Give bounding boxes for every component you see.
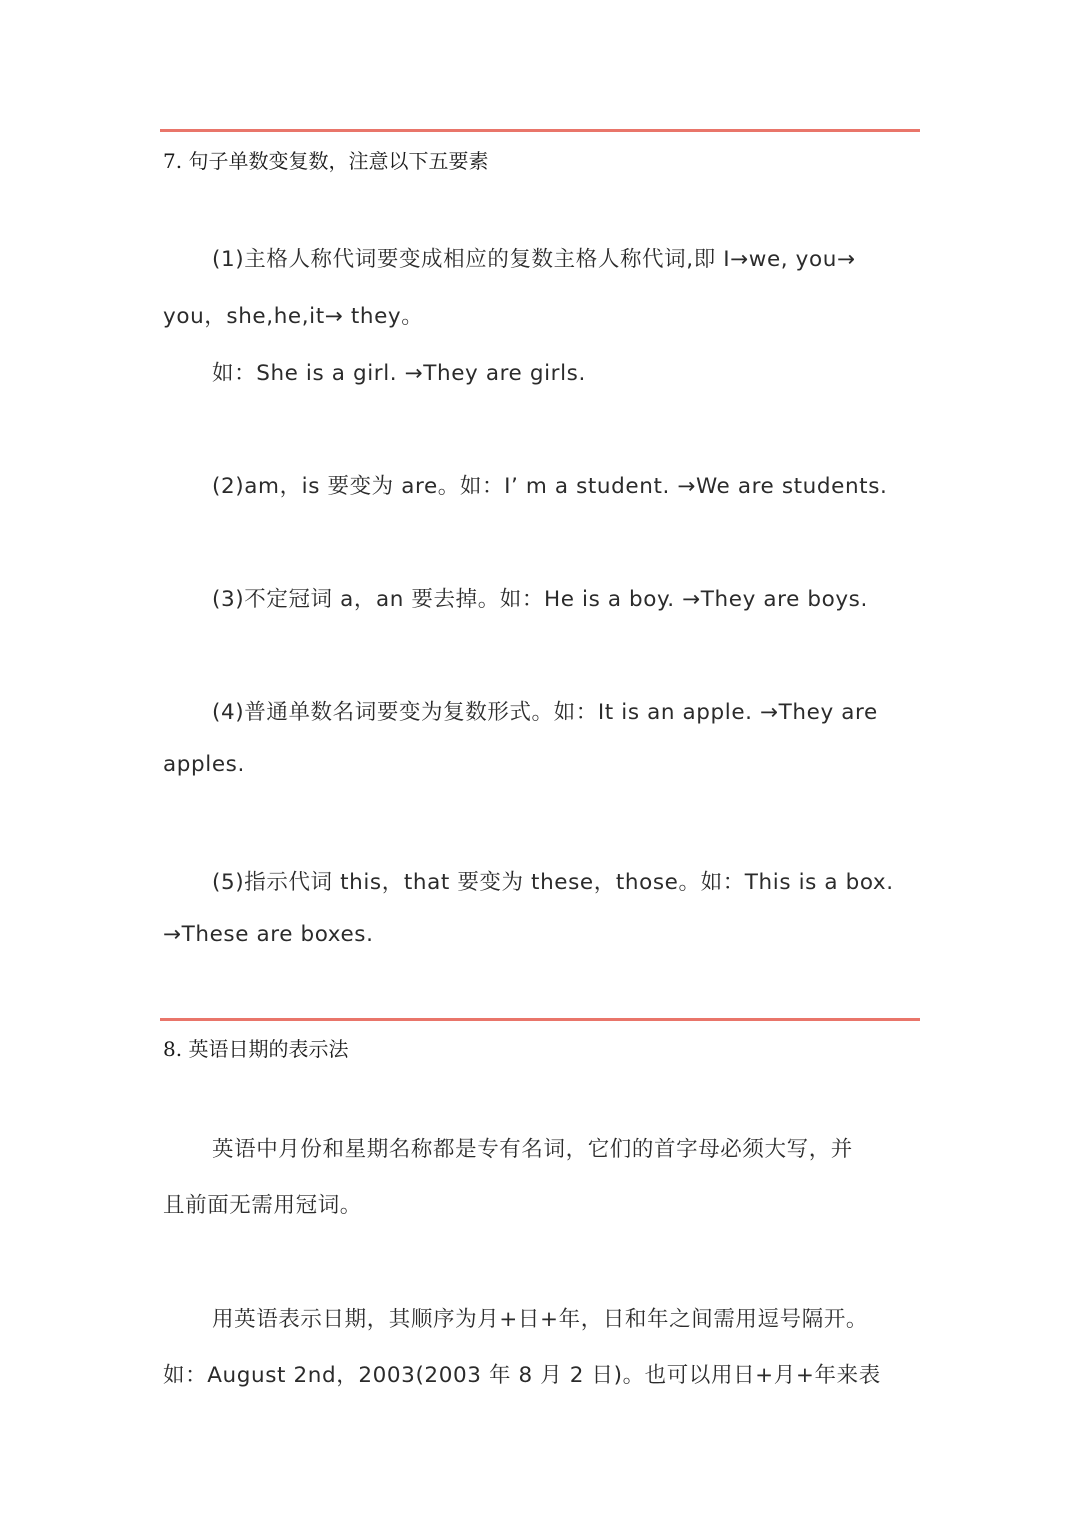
- text-line: (4)普通单数名词要变为复数形式。如：It is an apple. →They are: [212, 700, 878, 725]
- section-7-heading: 7. 句子单数变复数，注意以下五要素: [163, 149, 489, 173]
- text-line: 英语中月份和星期名称都是专有名词，它们的首字母必须大写，并: [212, 1137, 853, 1162]
- text-line: →These are boxes.: [163, 922, 374, 947]
- text-line: you，she,he,it→ they。: [163, 304, 424, 329]
- text-line: (5)指示代词 this，that 要变为 these，those。如：This is a box.: [212, 870, 894, 895]
- text-line: 如：August 2nd，2003(2003 年 8 月 2 日)。也可以用日+月+年来表: [163, 1363, 881, 1388]
- text-line: (1)主格人称代词要变成相应的复数主格人称代词,即 I→we, you→: [212, 247, 856, 272]
- text-line: (2)am，is 要变为 are。如：I’ m a student. →We are students.: [212, 474, 888, 499]
- section-7-top-rule: [160, 129, 920, 132]
- text-line: 且前面无需用冠词。: [163, 1193, 362, 1218]
- section-8-top-rule: [160, 1018, 920, 1021]
- text-line: 如：She is a girl. →They are girls.: [212, 361, 586, 386]
- section-8-heading: 8. 英语日期的表示法: [163, 1037, 349, 1061]
- text-line: apples.: [163, 752, 245, 777]
- text-line: 用英语表示日期，其顺序为月+日+年，日和年之间需用逗号隔开。: [212, 1307, 869, 1332]
- text-line: (3)不定冠词 a，an 要去掉。如：He is a boy. →They are boys.: [212, 587, 868, 612]
